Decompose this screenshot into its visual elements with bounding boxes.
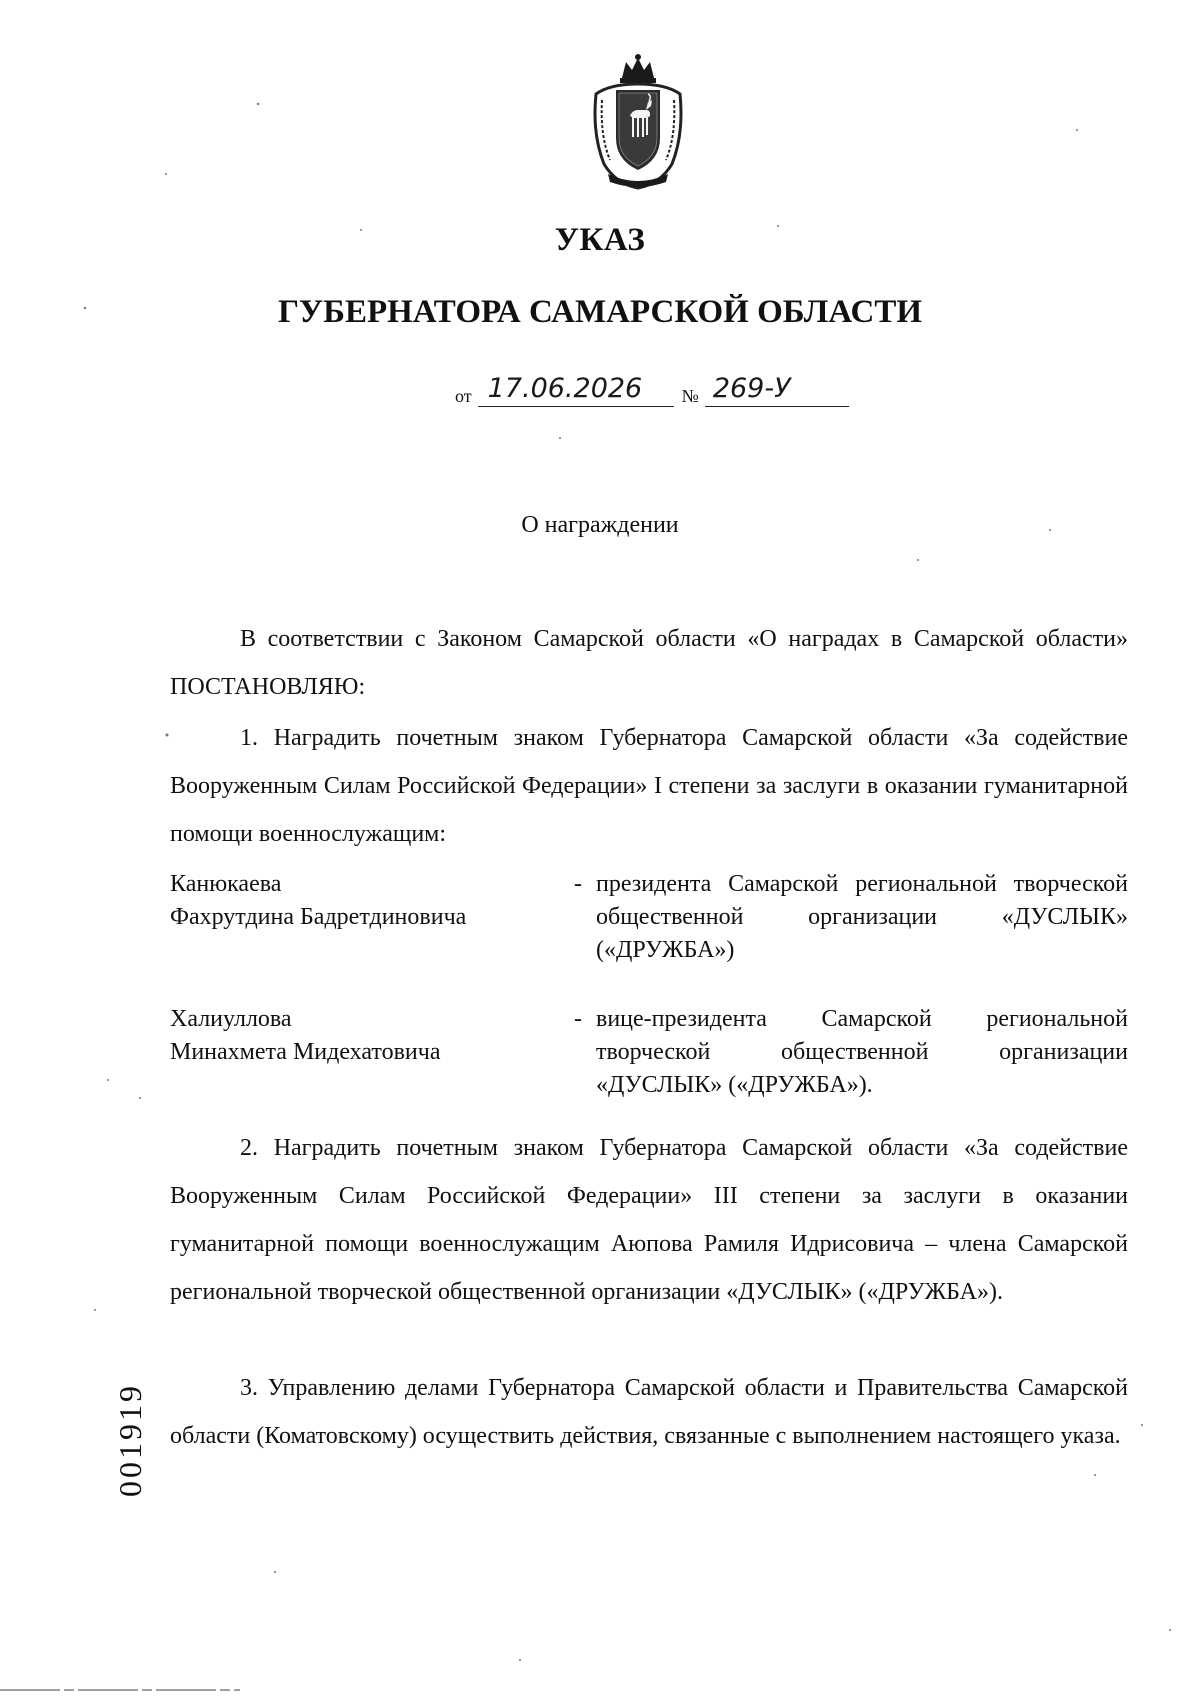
issuing-authority-title: ГУБЕРНАТОРА САМАРСКОЙ ОБЛАСТИ <box>277 294 923 330</box>
awardee-surname: Халиуллова <box>170 1006 292 1032</box>
awardee-position: президента Самарской региональной творческой общественной организации «ДУСЛЫК» («ДРУЖБА») <box>596 871 1128 963</box>
awardee-row <box>170 1003 1128 1102</box>
awardee-list <box>170 868 1128 1138</box>
coat-of-arms-emblem <box>586 54 690 190</box>
awardee-surname: Канюкаева <box>170 871 282 897</box>
item-1-paragraph: 1. Наградить почетным знаком Губернатора Самарской области «За содействие Вооруженным Силам Российской Федерации» I степени за заслуги в оказании гуманитарной помощи военнослужащим: <box>170 725 1128 847</box>
document-number-value: 269-У <box>705 372 849 407</box>
registration-number: 001919 <box>112 1383 148 1497</box>
item-3-paragraph: 3. Управлению делами Губернатора Самарской области и Правительства Самарской области (Коматовскому) осуществить действия, связанные с выполнением настоящего указа. <box>170 1375 1128 1449</box>
awardee-name <box>170 1003 560 1102</box>
number-label: № <box>681 386 699 406</box>
document-subject: О награждении <box>521 512 679 538</box>
awardee-name <box>170 868 560 967</box>
awardee-row <box>170 868 1128 967</box>
date-number-line <box>455 372 849 412</box>
awardee-position: вице-президента Самарской региональной творческой общественной организации «ДУСЛЫК» («ДРУЖБА»). <box>596 1006 1128 1098</box>
awardee-given-names: Минахмета Мидехатовича <box>170 1039 441 1065</box>
awardee-dash: - <box>574 871 582 897</box>
preamble-paragraph: В соответствии с Законом Самарской области «О наградах в Самарской области» ПОСТАНОВЛЯЮ: <box>170 626 1128 700</box>
date-label: от <box>455 386 472 406</box>
date-value: 17.06.2026 <box>478 372 674 407</box>
item-2-paragraph: 2. Наградить почетным знаком Губернатора Самарской области «За содействие Вооруженным Силам Российской Федерации» III степени за заслуги в оказании гуманитарной помощи военнослужащим Аюпова Рамиля Идрисовича – члена Самарской региональной творческой общественной организации «ДУСЛЫК» («ДРУЖБА»). <box>170 1135 1128 1305</box>
document-type-title: УКАЗ <box>554 222 646 258</box>
awardee-given-names: Фахрутдина Бадретдиновича <box>170 904 467 930</box>
awardee-dash: - <box>574 1006 582 1032</box>
